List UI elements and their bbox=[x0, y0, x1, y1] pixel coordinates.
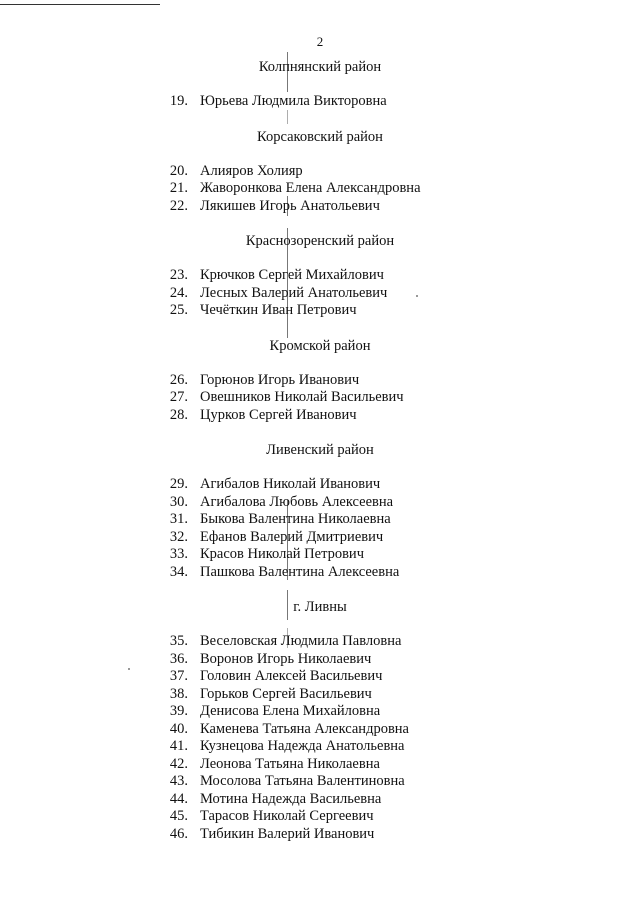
list-item-name: Чечёткин Иван Петрович bbox=[200, 302, 357, 318]
list-item-name: Ефанов Валерий Дмитриевич bbox=[200, 528, 384, 545]
district-heading: Кромской район bbox=[269, 337, 371, 354]
list-item-number: 24. bbox=[169, 284, 188, 301]
list-item-number: 32. bbox=[169, 528, 188, 545]
list-item-name: Агибалов Николай Иванович bbox=[200, 476, 381, 492]
list-item-name: Лякишев Игорь Анатольевич bbox=[200, 197, 380, 214]
list-item bbox=[0, 826, 640, 844]
list-item bbox=[0, 564, 640, 582]
list-item-name: Лесных Валерий Анатольевич bbox=[200, 284, 388, 301]
list-item-number: 43. bbox=[169, 773, 188, 789]
list-item bbox=[0, 163, 640, 181]
list-item bbox=[0, 198, 640, 216]
list-item-name: Алияров Холияр bbox=[200, 162, 303, 179]
list-item-name: Денисова Елена Михайловна bbox=[200, 703, 381, 719]
list-item-name: Мотина Надежда Васильевна bbox=[200, 790, 382, 807]
list-item-number: 36. bbox=[169, 650, 188, 667]
list-item bbox=[0, 389, 640, 407]
list-item bbox=[0, 721, 640, 739]
list-item-name: Воронов Игорь Николаевич bbox=[200, 650, 372, 667]
list-item-name: Овешников Николай Васильевич bbox=[200, 389, 404, 405]
page-number: 2 bbox=[316, 34, 324, 49]
list-item bbox=[0, 476, 640, 494]
district-heading: Корсаковский район bbox=[257, 128, 383, 145]
list-item bbox=[0, 285, 640, 303]
list-item bbox=[0, 372, 640, 390]
list-item bbox=[0, 808, 640, 826]
list-item-number: 34. bbox=[169, 563, 188, 580]
list-item-number: 39. bbox=[169, 703, 188, 719]
list-item-number: 31. bbox=[169, 511, 188, 527]
list-item-number: 35. bbox=[169, 633, 188, 649]
list-item bbox=[0, 546, 640, 564]
list-item-name: Горьков Сергей Васильевич bbox=[200, 685, 372, 702]
scan-top-border-line bbox=[0, 4, 160, 5]
list-item-name: Тарасов Николай Сергеевич bbox=[200, 808, 374, 824]
list-item-number: 40. bbox=[169, 720, 188, 737]
list-item-name: Кузнецова Надежда Анатольевна bbox=[200, 738, 405, 754]
list-item-name: Мосолова Татьяна Валентиновна bbox=[200, 773, 405, 789]
list-item bbox=[0, 511, 640, 529]
district-section bbox=[0, 440, 640, 597]
list-item-name: Цурков Сергей Иванович bbox=[200, 406, 357, 423]
list-item-number: 41. bbox=[169, 738, 188, 754]
list-item bbox=[0, 651, 640, 669]
list-item bbox=[0, 703, 640, 721]
list-item-number: 38. bbox=[169, 685, 188, 702]
list-item bbox=[0, 529, 640, 547]
list-item-number: 27. bbox=[169, 389, 188, 405]
list-item-name: Головин Алексей Васильевич bbox=[200, 668, 383, 684]
list-item-name: Крючков Сергей Михайлович bbox=[200, 267, 384, 283]
list-item-name: Жаворонкова Елена Александровна bbox=[200, 180, 421, 196]
list-item bbox=[0, 180, 640, 198]
list-item-name: Агибалова Любовь Алексеевна bbox=[200, 493, 394, 510]
list-item-number: 19. bbox=[169, 93, 188, 109]
list-item-number: 44. bbox=[169, 790, 188, 807]
district-section bbox=[0, 127, 640, 232]
list-item-number: 25. bbox=[169, 302, 188, 318]
list-item bbox=[0, 738, 640, 756]
list-item-name: Быкова Валентина Николаевна bbox=[200, 511, 391, 527]
district-heading: г. Ливны bbox=[293, 599, 347, 615]
list-item bbox=[0, 773, 640, 791]
list-item-number: 30. bbox=[169, 493, 188, 510]
list-item bbox=[0, 93, 640, 111]
list-item-name: Тибикин Валерий Иванович bbox=[200, 825, 375, 842]
list-item bbox=[0, 302, 640, 320]
list-item-number: 46. bbox=[169, 825, 188, 842]
list-item-number: 23. bbox=[169, 267, 188, 283]
list-item-name: Горюнов Игорь Иванович bbox=[200, 371, 360, 388]
district-section bbox=[0, 597, 640, 843]
document-body bbox=[0, 57, 640, 843]
list-item-number: 28. bbox=[169, 406, 188, 423]
list-item-number: 45. bbox=[169, 808, 188, 824]
list-item-number: 42. bbox=[169, 755, 188, 772]
list-item-name: Юрьева Людмила Викторовна bbox=[200, 93, 387, 109]
list-item bbox=[0, 686, 640, 704]
list-item bbox=[0, 267, 640, 285]
list-item-number: 20. bbox=[169, 162, 188, 179]
list-item-number: 29. bbox=[169, 476, 188, 492]
list-item bbox=[0, 494, 640, 512]
list-item-number: 21. bbox=[169, 180, 188, 196]
list-item-name: Красов Николай Петрович bbox=[200, 546, 364, 562]
list-item-number: 26. bbox=[169, 371, 188, 388]
list-item-name: Каменева Татьяна Александровна bbox=[200, 720, 409, 737]
district-section bbox=[0, 336, 640, 441]
list-item-number: 37. bbox=[169, 668, 188, 684]
list-item bbox=[0, 791, 640, 809]
list-item-number: 22. bbox=[169, 197, 188, 214]
list-item bbox=[0, 668, 640, 686]
district-section bbox=[0, 57, 640, 127]
list-item bbox=[0, 633, 640, 651]
district-heading: Колпнянский район bbox=[258, 59, 382, 75]
list-item bbox=[0, 407, 640, 425]
list-item-name: Пашкова Валентина Алексеевна bbox=[200, 563, 400, 580]
district-heading: Краснозоренский район bbox=[245, 233, 395, 249]
district-heading: Ливенский район bbox=[266, 442, 374, 458]
district-section bbox=[0, 231, 640, 336]
list-item-name: Веселовская Людмила Павловна bbox=[200, 633, 402, 649]
list-item bbox=[0, 756, 640, 774]
list-item-number: 33. bbox=[169, 546, 188, 562]
list-item-name: Леонова Татьяна Николаевна bbox=[200, 755, 380, 772]
